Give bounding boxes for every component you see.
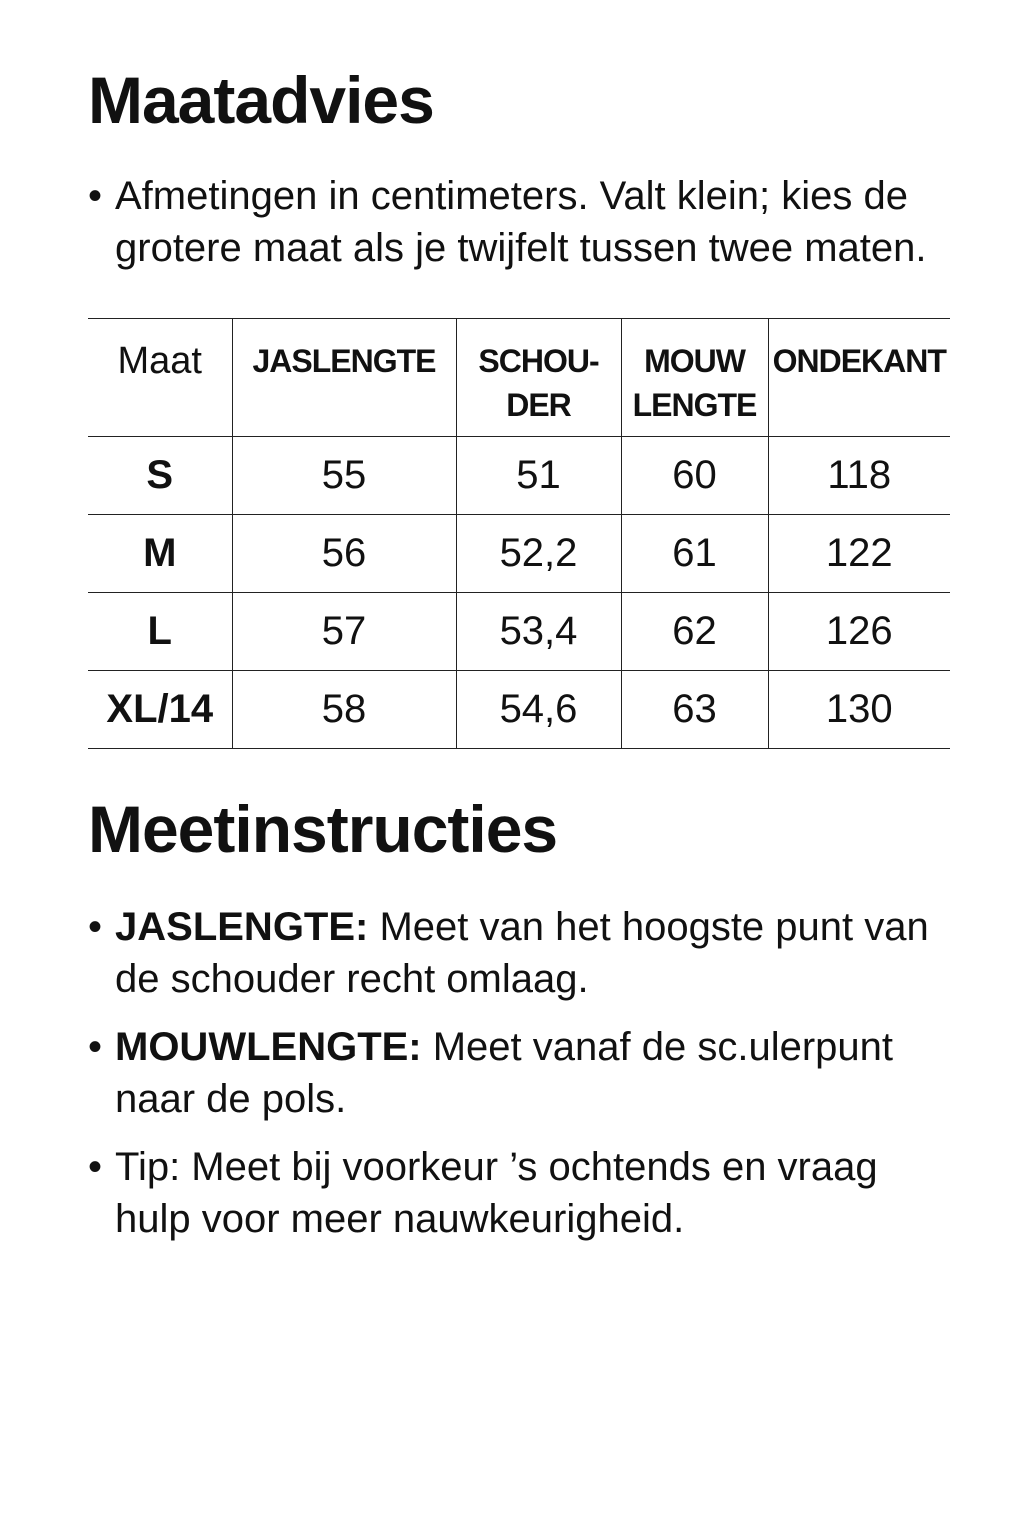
table-row [88,671,950,749]
cell-size: XL/14 [88,671,232,749]
cell-shoulder: 54,6 [456,671,621,749]
instruction-label: JASLENGTE: [115,905,369,949]
cell-length: 57 [232,593,456,671]
header-length [232,319,456,437]
list-item [88,901,950,1005]
table-row [88,437,950,515]
size-guide-page [88,60,950,1261]
header-sleeve-line1: MOUW [644,343,745,379]
cell-size: S [88,437,232,515]
cell-sleeve: 63 [621,671,768,749]
bullet-dot: • [88,1145,103,1189]
cell-hem: 130 [768,671,950,749]
cell-hem: 122 [768,515,950,593]
size-advice-notes [88,170,950,274]
header-sleeve [621,319,768,437]
bullet-dot: • [88,174,103,218]
instruction-text: Meet van het hoogste punt van de schouder recht omlaag. [115,905,929,1001]
size-advice-title: Maatadvies [88,63,434,137]
cell-shoulder: 52,2 [456,515,621,593]
table-row [88,515,950,593]
cell-sleeve: 60 [621,437,768,515]
cell-hem: 118 [768,437,950,515]
bullet-dot: • [88,1025,103,1069]
bullet-dot: • [88,905,103,949]
measure-instructions-list [88,901,950,1245]
cell-sleeve: 62 [621,593,768,671]
cell-size: L [88,593,232,671]
measure-instructions-title: Meetinstructies [88,792,558,866]
instruction-text: Meet vanaf de sc.ulerpunt naar de pols. [115,1025,894,1121]
header-size-label: Maat [117,340,202,382]
table-row [88,593,950,671]
cell-length: 58 [232,671,456,749]
cell-length: 56 [232,515,456,593]
size-advice-note-text: Afmetingen in centimeters. Valt klein; kies de grotere maat als je twijfelt tussen twee maten. [115,174,927,270]
size-table-header-row [88,319,950,437]
cell-sleeve: 61 [621,515,768,593]
header-sleeve-line2: LENGTE [632,387,757,423]
header-hem-label: ONDEKANT [772,343,946,379]
header-shoulder-line2: DER [506,387,571,423]
header-shoulder [456,319,621,437]
instruction-label: MOUWLENGTE: [115,1025,422,1069]
cell-shoulder: 53,4 [456,593,621,671]
header-hem [768,319,950,437]
list-item [88,1141,950,1245]
cell-size: M [88,515,232,593]
cell-length: 55 [232,437,456,515]
size-table [88,318,950,749]
size-advice-note [88,170,950,274]
header-shoulder-line1: SCHOU- [478,343,599,379]
header-length-label: JASLENGTE [252,343,436,379]
cell-hem: 126 [768,593,950,671]
cell-shoulder: 51 [456,437,621,515]
list-item [88,1021,950,1125]
instruction-text: Tip: Meet bij voorkeur ’s ochtends en vraag hulp voor meer nauwkeurigheid. [115,1145,878,1241]
header-size [88,319,232,437]
